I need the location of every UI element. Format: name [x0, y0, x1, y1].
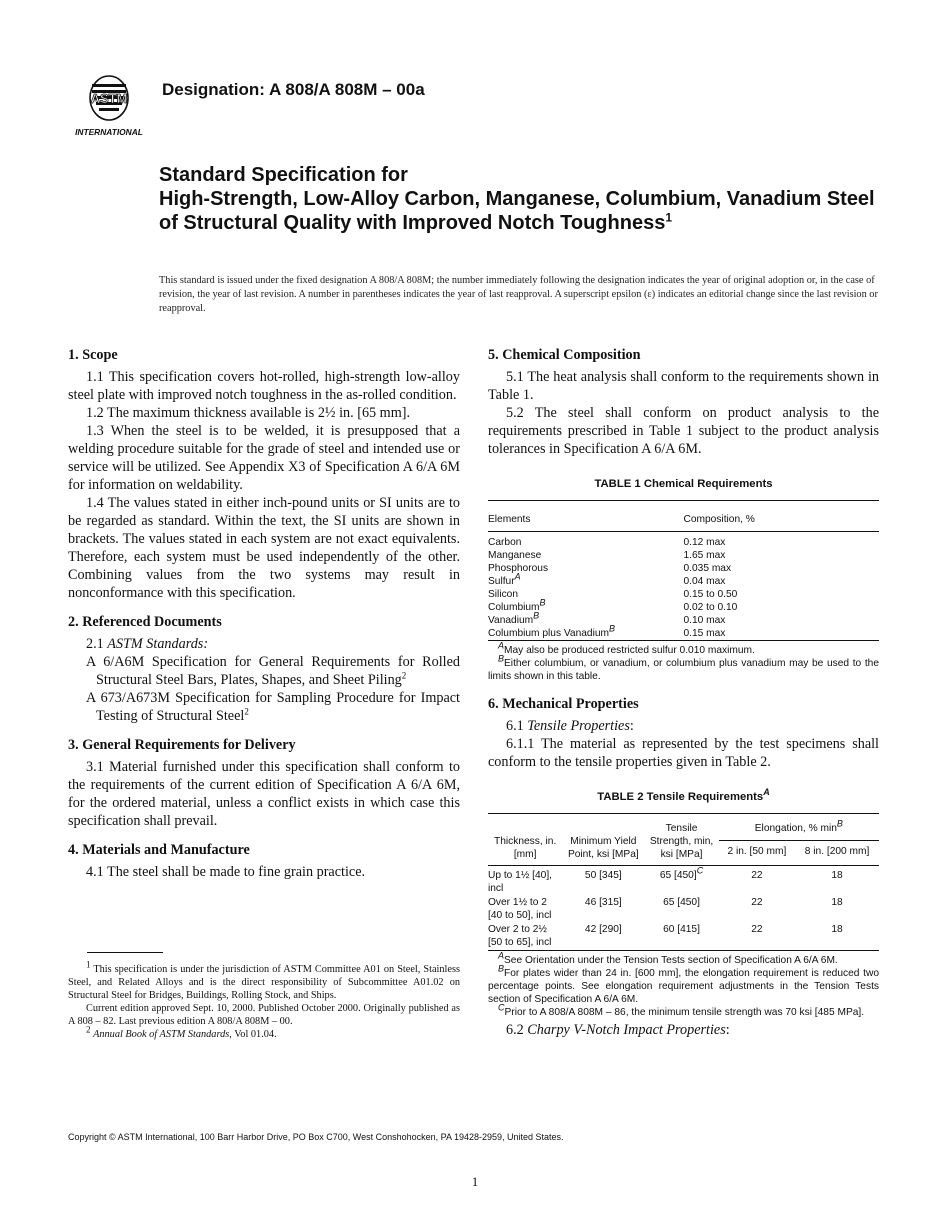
table-2-col-yield: Minimum Yield Point, ksi [MPa] — [567, 836, 639, 860]
para-1-4: 1.4 The values stated in either inch-pound units or SI units are to be regarded as standard. Within the text, the SI units are shown in brackets. The values stated in each system are not exact equivalents. Therefore, each system must be used independently of the other. Combining values from the two systems may result in nonconformance with this specification. — [68, 495, 460, 601]
astm-logo — [66, 72, 152, 142]
para-1-2: 1.2 The maximum thickness available is 2½ in. [65 mm]. — [86, 405, 411, 421]
footnotes — [68, 959, 460, 1041]
para-6-1-1: 6.1.1 The material as represented by the test specimens shall conform to the tensile properties given in Table 2. — [488, 736, 879, 770]
table-row — [488, 869, 879, 896]
section-4-heading: 4. Materials and Manufacture — [68, 842, 250, 858]
table-2-thickness: Over 2 to 2½ [50 to 65], incl — [488, 924, 552, 948]
table-row — [488, 575, 879, 588]
section-1-heading: 1. Scope — [68, 347, 118, 363]
table-2-note-c: $^C$Prior to A 808/A 808M – 86, the minimum tensile strength was 70 ksi [485 MPa]. — [498, 1002, 865, 1018]
astm-logo-icon — [66, 72, 152, 142]
table-2-e2: 22 — [751, 924, 763, 935]
table-1-body — [488, 536, 879, 641]
table-1-caption: TABLE 1 Chemical Requirements — [594, 478, 773, 490]
table-1-col-elements: Elements — [488, 514, 531, 525]
table-1-value: 0.15 max — [683, 628, 726, 639]
left-column — [68, 346, 460, 881]
designation: Designation: A 808/A 808M – 00a — [162, 80, 425, 99]
logo-subtext: INTERNATIONAL — [75, 127, 143, 137]
table-2-e8: 18 — [831, 870, 843, 881]
title-line2: High-Strength, Low-Alloy Carbon, Manganese, Columbium, Vanadium Steel of Structural Quality with Improved Notch Toughness — [159, 188, 875, 234]
table-2-tensile: 65 $[450]^C$ — [659, 865, 704, 881]
table-1-element: Sulfur$^A$ — [488, 571, 521, 587]
svg-text:ASTM: ASTM — [90, 91, 128, 106]
table-1-value: 0.02 to 0.10 — [683, 602, 738, 613]
table-row — [488, 562, 879, 575]
table-2-caption: TABLE 2 Tensile Requirements$^A$ — [597, 787, 770, 803]
title-sup: 1 — [665, 210, 673, 225]
table-2-e8: 18 — [831, 897, 843, 908]
table-2-e2: 22 — [751, 897, 763, 908]
table-2-notes — [488, 951, 879, 1019]
page-title — [159, 163, 879, 235]
table-1-element: Vanadium$^B$ — [488, 610, 540, 626]
table-2-col-tensile: Tensile Strength, min, ksi [MPa] — [649, 823, 714, 860]
page-number: 1 — [471, 1174, 479, 1189]
issuance-notice: This standard is issued under the fixed designation A 808/A 808M; the number immediately following the designation indicates the year of original adoption or, in the case of revision, the year of last revision. A number in parentheses indicates the year of last reapproval. A superscript epsilon (ε) indicates an editorial change since the last revision or reapproval. — [159, 275, 878, 314]
table-2-yield: 50 [345] — [584, 870, 622, 881]
table-1-element: Phosphorous — [488, 563, 549, 574]
para-5-2: 5.2 The steel shall conform on product analysis to the requirements prescribed in Table 1 subject to the product analysis tolerances in Specification A 6/A 6M. — [488, 405, 879, 457]
table-row — [488, 549, 879, 562]
footnote-divider — [87, 952, 163, 953]
table-2-e2: 22 — [751, 870, 763, 881]
footnote-2: $^2$ Annual Book of ASTM Standards, Vol 01.04. — [86, 1024, 277, 1040]
table-1-element: Columbium plus Vanadium$^B$ — [488, 623, 616, 639]
section-6-heading: 6. Mechanical Properties — [488, 696, 639, 712]
para-6-1: 6.1 Tensile Properties: — [506, 718, 634, 734]
table-1-value: 0.15 to 0.50 — [683, 589, 738, 600]
para-5-1: 5.1 The heat analysis shall conform to the requirements shown in Table 1. — [488, 369, 879, 403]
reference-a673: A 673/A673M Specification for Sampling Procedure for Impact Testing of Structural Steel$^2$ — [86, 690, 460, 724]
table-1-element: Manganese — [488, 550, 542, 561]
footnote-1: $^1$ This specification is under the jurisdiction of ASTM Committee A01 on Steel, Stainless Steel, and Related Alloys and is the direct responsibility of Subcommittee A01.02 on Structural Steel for Bridges, Buildings, Rolling Stock, and Ships. — [68, 959, 460, 1001]
table-2-col-8in: 8 in. [200 mm] — [804, 846, 870, 858]
table-1-element: Carbon — [488, 537, 522, 548]
table-row — [488, 627, 879, 641]
table-1 — [488, 500, 879, 641]
para-6-2: 6.2 Charpy V-Notch Impact Properties: — [506, 1022, 730, 1038]
table-row — [488, 896, 879, 923]
table-1-element: Columbium$^B$ — [488, 597, 546, 613]
table-2 — [488, 813, 879, 951]
table-row — [488, 536, 879, 549]
table-1-notes — [488, 641, 879, 683]
table-row — [488, 588, 879, 601]
table-1-note-b: $^B$Either columbium, or vanadium, or columbium plus vanadium may be used to the limits shown in this table. — [488, 653, 879, 682]
para-3-1: 3.1 Material furnished under this specification shall conform to the requirements of the current edition of Specification A 6/A 6M, for the ordered material, unless a conflict exists in which case this specification shall prevail. — [68, 759, 460, 829]
section-3-heading: 3. General Requirements for Delivery — [68, 737, 296, 753]
footnote-1b: Current edition approved Sept. 10, 2000. Published October 2000. Originally published as A 808 – 82. Last previous edition A 808/A 808M – 00. — [68, 1003, 460, 1027]
table-2-e8: 18 — [831, 924, 843, 935]
table-2-thickness: Up to 1½ [40], incl — [488, 870, 552, 894]
table-2-note-a: $^A$See Orientation under the Tension Tests section of Specification A 6/A 6M. — [498, 950, 838, 966]
table-1-col-composition: Composition, % — [683, 514, 755, 525]
table-1-element: Silicon — [488, 589, 519, 600]
title-line1: Standard Specification for — [159, 164, 408, 186]
table-2-yield: 42 [290] — [584, 924, 622, 935]
table-row — [488, 614, 879, 627]
table-2-note-b: $^B$For plates wider than 24 in. [600 mm], the elongation requirement is reduced two percentage points. See elongation requirement adjustments in the Tension Tests section of Specification A 6/A 6M. — [488, 963, 879, 1005]
table-row — [488, 601, 879, 614]
table-1-value: 1.65 max — [683, 550, 726, 561]
para-4-1: 4.1 The steel shall be made to fine grain practice. — [86, 864, 366, 880]
table-2-yield: 46 [315] — [584, 897, 622, 908]
copyright: Copyright © ASTM International, 100 Barr Harbor Drive, PO Box C700, West Conshohocken, PA 19428-2959, United States. — [68, 1132, 564, 1142]
section-2-heading: 2. Referenced Documents — [68, 614, 222, 630]
table-1-value: 0.12 max — [683, 537, 726, 548]
table-2-tensile: 60 [415] — [663, 924, 700, 935]
table-row — [488, 923, 879, 951]
table-2-col-elongation: Elongation, % $\min^B$ — [719, 822, 879, 841]
para-2-1: 2.1 ASTM Standards: — [86, 636, 209, 652]
table-2-body — [488, 865, 879, 951]
reference-a6: A 6/A6M Specification for General Requirements for Rolled Structural Steel Bars, Plates, Shapes, and Sheet Piling$^2$ — [86, 654, 460, 688]
table-1-value: 0.035 max — [683, 563, 732, 574]
table-2-tensile: 65 [450] — [663, 897, 700, 908]
para-1-1: 1.1 This specification covers hot-rolled, high-strength low-alloy steel plate with improved notch toughness in the as-rolled condition. — [68, 369, 460, 403]
table-1-value: 0.10 max — [683, 615, 726, 626]
table-2-col-thickness: Thickness, in. [mm] — [494, 836, 557, 860]
table-1-note-a: $^A$May also be produced restricted sulfur 0.010 maximum. — [498, 640, 755, 656]
para-1-3: 1.3 When the steel is to be welded, it is presupposed that a welding procedure suitable for the grade of steel and intended use or service will be utilized. See Appendix X3 of Specification A 6/A 6M for information on weldability. — [68, 423, 460, 493]
table-1-value: 0.04 max — [683, 576, 726, 587]
table-2-col-2in: 2 in. [50 mm] — [727, 846, 787, 858]
section-5-heading: 5. Chemical Composition — [488, 347, 641, 363]
right-column — [488, 346, 879, 1039]
table-2-thickness: Over 1½ to 2 [40 to 50], incl — [488, 897, 552, 921]
